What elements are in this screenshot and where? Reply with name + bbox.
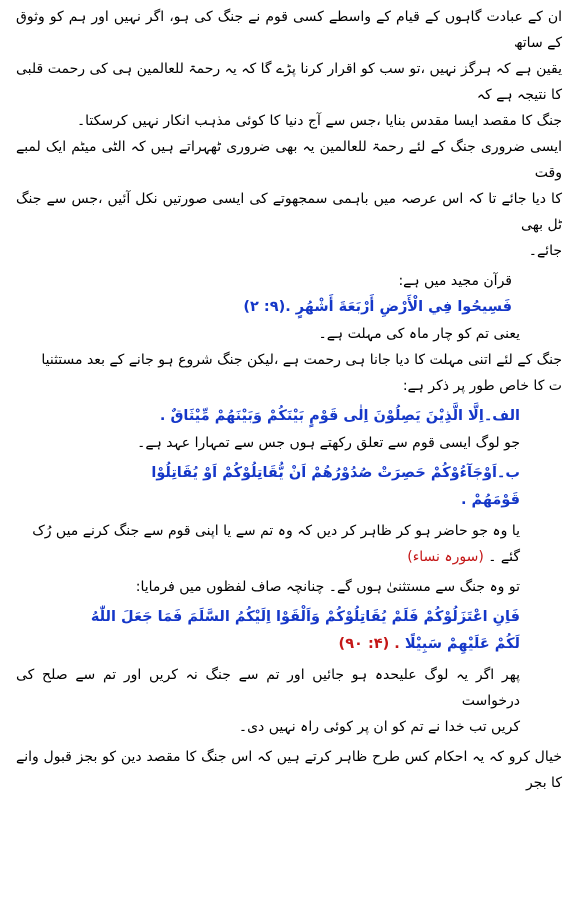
paragraph-7: خیال کرو کہ یہ احکام کس طرح ظاہر کرتے ہیں کہ اس جنگ کا مقصد دین کو بجز قبول وانے کا بجر bbox=[16, 749, 562, 791]
verse-reference: . (۴: ۹۰) bbox=[338, 636, 400, 652]
verse-alif-translation: جو لوگ ایسی قوم سے تعلق رکھتے ہوں جس سے تمہارا عہد ہے۔ bbox=[137, 435, 520, 451]
paragraph-line: ان کے عبادت گاہوں کے قیام کے واسطے کسی قوم نے جنگ کی ہو، اگر نہیں اور ہم کو وثوق کے ساتھ bbox=[16, 9, 562, 51]
quran-verse-be bbox=[16, 460, 562, 514]
verse-1-translation: یعنی تم کو چار ماہ کی مہلت ہے۔ bbox=[318, 326, 520, 342]
quran-verse-2 bbox=[16, 604, 562, 658]
verse-line: قَوْمَهُمْ . bbox=[460, 492, 520, 508]
paragraph-line: کا دیا جائے تا کہ اس عرصہ میں باہمی سمجھوتے کی ایسی صورتیں نکل آئیں ،جس سے جنگ ٹل بھی bbox=[16, 191, 562, 233]
paragraph-3 bbox=[16, 347, 562, 399]
quran-verse-1 bbox=[16, 294, 562, 321]
paragraph-line: یا وہ جو حاضر ہو کر ظاہر کر دیں کہ وہ تم سے یا اپنی قوم سے جنگ کرنے میں رُک bbox=[32, 523, 520, 539]
surah-reference: (سورہ نساء) bbox=[407, 549, 484, 565]
verse-line: فَاِنِ اعْتَزَلُوْكُمْ فَلَمْ يُقَاتِلُوْكُمْ وَاَلْقَوْا اِلَيْكُمُ السَّلَمَ فَمَا جَعَلَ اللّٰهُ bbox=[90, 609, 520, 625]
paragraph-line: یقین ہے کہ ہرگز نہیں ،تو سب کو اقرار کرنا پڑے گا کہ یہ رحمۃ للعالمین ہی کی رحمت قلبی کا نتیجہ ہے کہ bbox=[16, 61, 562, 103]
quran-verse-alif: الف۔اِلَّا الَّذِيْنَ يَصِلُوْنَ اِلٰى قَوْمٍ بَيْنَكُمْ وَبَيْنَهُمْ مِّيْثَاقٌ . bbox=[159, 408, 520, 424]
paragraph-6 bbox=[16, 662, 562, 740]
paragraph-line: ت کا خاص طور پر ذکر ہے: bbox=[402, 378, 562, 394]
verse-line: ب۔اَوْجَآءُوْكُمْ حَصِرَتْ صُدُوْرُهُمْ اَنْ يُّقَاتِلُوْكُمْ اَوْ يُقَاتِلُوْا bbox=[151, 465, 520, 481]
quran-intro: قرآن مجید میں ہے: bbox=[398, 273, 512, 289]
paragraph-4 bbox=[16, 518, 562, 570]
verse-text: فَسِيحُوا فِي الْأَرْضِ أَرْبَعَةَ أَشْهُرٍ bbox=[295, 299, 512, 315]
paragraph-text: گئے ۔ bbox=[488, 549, 520, 565]
paragraph-5: تو وہ جنگ سے مستثنیٰ ہوں گے۔ چنانچہ صاف لفظوں میں فرمایا: bbox=[135, 579, 520, 595]
verse-text: لَكُمْ عَلَيْهِمْ سَبِيْلًا bbox=[404, 636, 520, 652]
verse-reference: .(۹: ۲) bbox=[243, 299, 291, 315]
paragraph-2 bbox=[16, 134, 562, 264]
paragraph-line: جائے۔ bbox=[528, 243, 562, 259]
verse-line bbox=[16, 631, 562, 658]
paragraph-line: ایسی ضروری جنگ کے لئے رحمۃ للعالمین یہ بھی ضروری ٹھہراتے ہیں کہ الٹی میٹم ایک لمبے وقت bbox=[16, 139, 562, 181]
paragraph-line: جنگ کا مقصد ایسا مقدس بنایا ،جس سے آج دنیا کا کوئی مذہب انکار نہیں کرسکتا۔ bbox=[76, 113, 562, 129]
paragraph-line: کریں تب خدا نے تم کو ان پر کوئی راہ نہیں دی۔ bbox=[238, 719, 520, 735]
paragraph-line: پھر اگر یہ لوگ علیحدہ ہو جائیں اور تم سے جنگ نہ کریں اور تم سے صلح کی درخواست bbox=[16, 667, 520, 709]
paragraph-line: جنگ کے لئے اتنی مہلت کا دیا جانا ہی رحمت ہے ،لیکن جنگ شروع ہو جانے کے بعد مستثنیا bbox=[41, 352, 562, 368]
paragraph-1 bbox=[16, 4, 562, 134]
paragraph-line bbox=[16, 544, 562, 570]
